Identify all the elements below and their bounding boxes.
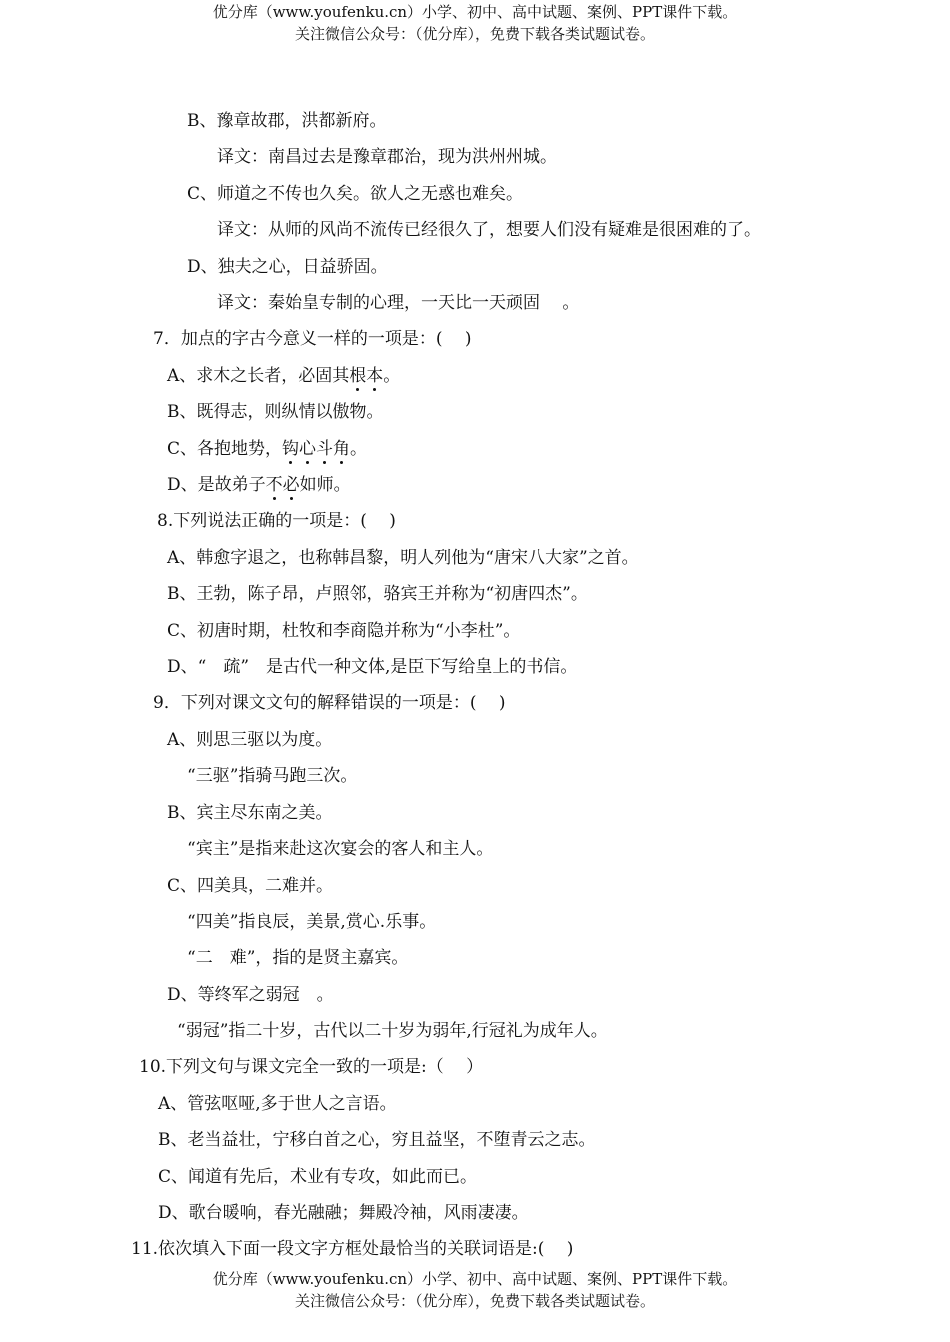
q9-option-d: D、等终军之弱冠 。 bbox=[167, 985, 334, 1005]
q7-option-d-text: D、是故弟子 bbox=[167, 475, 266, 495]
q9-option-c-note-1: “四美”指良辰，美景,赏心.乐事。 bbox=[187, 912, 437, 932]
emphasis-char: 斗 bbox=[316, 439, 334, 459]
q6-option-c-translation: 译文：从师的风尚不流传已经很久了，想要人们没有疑难是很困难的了。 bbox=[217, 220, 761, 240]
q7-option-c-end: 。 bbox=[350, 439, 368, 459]
q9-stem: 9．下列对课文文句的解释错误的一项是：( ) bbox=[153, 693, 506, 713]
q9-option-d-note: “弱冠”指二十岁，古代以二十岁为弱年,行冠礼为成年人。 bbox=[177, 1021, 608, 1041]
emphasis-char: 本 bbox=[366, 366, 384, 386]
q7-option-b: B、既得志，则纵情以傲物。 bbox=[167, 402, 384, 422]
q6-option-b: B、豫章故郡，洪都新府。 bbox=[187, 111, 387, 131]
q8-option-a: A、韩愈字退之，也称韩昌黎，明人列他为“唐宋八大家”之首。 bbox=[167, 548, 639, 568]
q10-option-c: C、闻道有先后，术业有专攻，如此而已。 bbox=[158, 1167, 478, 1187]
emphasis-char: 必 bbox=[282, 475, 300, 495]
page-footer-line2: 关注微信公众号：（优分库），免费下载各类试题试卷。 bbox=[294, 1292, 655, 1310]
emphasis-char: 不 bbox=[265, 475, 283, 495]
q6-option-d-translation: 译文：秦始皇专制的心理，一天比一天顽固 。 bbox=[217, 293, 580, 313]
q7-option-a-end: 。 bbox=[383, 366, 401, 386]
q9-option-b: B、宾主尽东南之美。 bbox=[167, 803, 333, 823]
page-header-line1: 优分库（www.youfenku.cn）小学、初中、高中试题、案例、PPT课件下载。 bbox=[212, 3, 738, 21]
q7-option-c-text: C、各抱地势， bbox=[167, 439, 283, 459]
q9-option-c: C、四美具，二难并。 bbox=[167, 876, 334, 896]
q9-option-a: A、则思三驱以为度。 bbox=[167, 730, 333, 750]
q10-option-a: A、管弦呕哑,多于世人之言语。 bbox=[158, 1094, 397, 1114]
q8-stem: 8.下列说法正确的一项是：( ) bbox=[157, 511, 396, 531]
q7-option-a-text: A、求木之长者，必固其 bbox=[167, 366, 350, 386]
emphasis-char: 心 bbox=[299, 439, 317, 459]
q10-stem: 10.下列文句与课文完全一致的一项是:（ ） bbox=[139, 1057, 484, 1077]
q7-option-d bbox=[167, 474, 351, 496]
q8-option-b: B、王勃，陈子昂，卢照邻，骆宾王并称为“初唐四杰”。 bbox=[167, 584, 588, 604]
q7-option-d-end: 如师。 bbox=[299, 475, 351, 495]
q8-option-d: D、“ 疏” 是古代一种文体,是臣下写给皇上的书信。 bbox=[167, 657, 578, 677]
q7-option-c bbox=[167, 438, 367, 460]
q6-option-d: D、独夫之心，日益骄固。 bbox=[187, 257, 388, 277]
q9-option-a-note: “三驱”指骑马跑三次。 bbox=[187, 766, 358, 786]
page-footer-line1: 优分库（www.youfenku.cn）小学、初中、高中试题、案例、PPT课件下载。 bbox=[212, 1270, 738, 1288]
q9-option-c-note-2: “二 难”，指的是贤主嘉宾。 bbox=[187, 948, 409, 968]
q11-stem: 11.依次填入下面一段文字方框处最恰当的关联词语是:( ) bbox=[131, 1239, 574, 1259]
q10-option-d: D、歌台暖响，春光融融；舞殿冷袖，风雨凄凄。 bbox=[158, 1203, 529, 1223]
q7-stem: 7．加点的字古今意义一样的一项是：( ) bbox=[153, 329, 472, 349]
emphasis-char: 钩 bbox=[282, 439, 300, 459]
q8-option-c: C、初唐时期，杜牧和李商隐并称为“小李杜”。 bbox=[167, 621, 521, 641]
emphasis-char: 根 bbox=[349, 366, 367, 386]
q6-option-c: C、师道之不传也久矣。欲人之无惑也难矣。 bbox=[187, 184, 524, 204]
q9-option-b-note: “宾主”是指来赴这次宴会的客人和主人。 bbox=[187, 839, 494, 859]
q7-option-a bbox=[167, 365, 400, 387]
q6-option-b-translation: 译文：南昌过去是豫章郡治，现为洪州州城。 bbox=[217, 147, 557, 167]
q10-option-b: B、老当益壮，宁移白首之心，穷且益坚，不堕青云之志。 bbox=[158, 1130, 596, 1150]
emphasis-char: 角 bbox=[333, 439, 351, 459]
page-header-line2: 关注微信公众号：（优分库），免费下载各类试题试卷。 bbox=[294, 25, 655, 43]
